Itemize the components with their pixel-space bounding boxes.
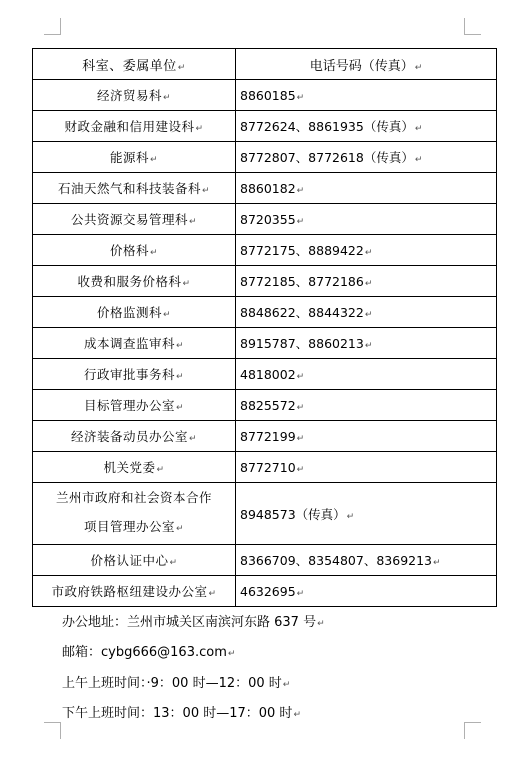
paragraph-mark: ↵ (364, 341, 373, 351)
department-cell: 成本调查监审科↵ (33, 328, 236, 359)
paragraph-mark: ↵ (293, 710, 301, 720)
department-cell: 能源科↵ (33, 142, 236, 173)
department-cell: 经济装备动员办公室↵ (33, 421, 236, 452)
email-line: 邮箱：cybg666@163.com↵ (62, 645, 236, 660)
phone-cell: 8772807、8772618（传真）↵ (236, 142, 497, 173)
department-cell: 公共资源交易管理科↵ (33, 204, 236, 235)
paragraph-mark: ↵ (162, 93, 172, 103)
department-cell: 石油天然气和科技装备科↵ (33, 173, 236, 204)
table-row (33, 545, 497, 576)
paragraph-mark: ↵ (364, 279, 373, 289)
phone-cell: 8366709、8354807、8369213↵ (236, 545, 497, 576)
department-cell: 价格科↵ (33, 235, 236, 266)
phone-cell: 8860185↵ (236, 80, 497, 111)
crop-mark-top-right (464, 18, 481, 35)
paragraph-mark: ↵ (296, 185, 305, 196)
paragraph-mark: ↵ (414, 124, 423, 134)
paragraph-mark: ↵ (296, 216, 305, 227)
department-cell: 价格监测科↵ (33, 297, 236, 328)
paragraph-mark: ↵ (208, 589, 217, 599)
table-row (33, 421, 497, 452)
department-cell: 价格认证中心↵ (33, 545, 236, 576)
paragraph-mark: ↵ (175, 372, 185, 382)
table-row (33, 235, 497, 266)
department-cell: 机关党委↵ (33, 452, 236, 483)
paragraph-mark: ↵ (296, 433, 305, 444)
phone-cell: 4818002↵ (236, 359, 497, 390)
phone-cell: 8948573（传真）↵ (236, 483, 497, 545)
phone-cell: 8772185、8772186↵ (236, 266, 497, 297)
phone-cell: 8825572↵ (236, 390, 497, 421)
office-address: 办公地址：兰州市城关区南滨河东路 637 号↵ (62, 615, 325, 630)
paragraph-mark: ↵ (296, 92, 305, 103)
phone-cell: 8772199↵ (236, 421, 497, 452)
crop-mark-bottom-left (44, 722, 61, 739)
paragraph-mark: ↵ (364, 310, 373, 320)
table-row (33, 452, 497, 483)
paragraph-mark: ↵ (149, 155, 159, 165)
contact-table (32, 48, 497, 607)
phone-cell: 8848622、8844322↵ (236, 297, 497, 328)
paragraph-mark: ↵ (296, 464, 305, 475)
paragraph-mark: ↵ (169, 558, 178, 568)
phone-cell: 8915787、8860213↵ (236, 328, 497, 359)
phone-cell: 8860182↵ (236, 173, 497, 204)
phone-cell: 8772710↵ (236, 452, 497, 483)
table-row (33, 173, 497, 204)
table-row (33, 576, 497, 607)
morning-hours: 上午上班时间：·9：00 时—12：00 时↵ (62, 676, 291, 691)
department-cell: 市政府铁路枢纽建设办公室↵ (33, 576, 236, 607)
paragraph-mark: ↵ (282, 680, 291, 690)
department-cell: 行政审批事务科↵ (33, 359, 236, 390)
paragraph-mark: ↵ (177, 62, 186, 73)
paragraph-mark: ↵ (175, 403, 185, 413)
table-row (33, 483, 497, 545)
table-row (33, 390, 497, 421)
paragraph-mark: ↵ (296, 588, 305, 599)
crop-mark-bottom-right (464, 722, 481, 739)
paragraph-mark: ↵ (162, 310, 172, 320)
paragraph-mark: ↵ (175, 341, 185, 351)
phone-cell: 8720355↵ (236, 204, 497, 235)
table-row (33, 359, 497, 390)
paragraph-mark: ↵ (317, 619, 325, 629)
table-row (33, 204, 497, 235)
paragraph-mark: ↵ (364, 248, 373, 258)
paragraph-mark: ↵ (227, 649, 236, 659)
paragraph-mark: ↵ (201, 186, 211, 196)
paragraph-mark: ↵ (182, 279, 191, 289)
paragraph-mark: ↵ (346, 511, 355, 522)
phone-cell: 8772624、8861935（传真）↵ (236, 111, 497, 142)
table-row (33, 80, 497, 111)
header-phone: 电话号码（传真）↵ (236, 49, 497, 80)
table-row (33, 111, 497, 142)
crop-mark-top-left (44, 18, 61, 35)
paragraph-mark: ↵ (175, 524, 185, 534)
paragraph-mark: ↵ (433, 558, 441, 568)
paragraph-mark: ↵ (414, 62, 423, 73)
table-row (33, 266, 497, 297)
table-row (33, 328, 497, 359)
phone-cell: 8772175、8889422↵ (236, 235, 497, 266)
department-cell: 兰州市政府和社会资本合作 项目管理办公室↵ (33, 483, 236, 545)
afternoon-hours: 下午上班时间：13：00 时—17：00 时↵ (62, 706, 301, 721)
table-row (33, 142, 497, 173)
paragraph-mark: ↵ (149, 248, 159, 258)
paragraph-mark: ↵ (188, 434, 198, 444)
paragraph-mark: ↵ (156, 465, 165, 475)
department-cell: 财政金融和信用建设科↵ (33, 111, 236, 142)
paragraph-mark: ↵ (188, 217, 198, 227)
paragraph-mark: ↵ (414, 155, 423, 165)
paragraph-mark: ↵ (296, 402, 305, 413)
table-header-row (33, 49, 497, 80)
paragraph-mark: ↵ (195, 124, 204, 134)
paragraph-mark: ↵ (296, 371, 305, 382)
header-department: 科室、委属单位↵ (33, 49, 236, 80)
department-cell: 经济贸易科↵ (33, 80, 236, 111)
department-cell: 收费和服务价格科↵ (33, 266, 236, 297)
department-cell: 目标管理办公室↵ (33, 390, 236, 421)
phone-cell: 4632695↵ (236, 576, 497, 607)
table-row (33, 297, 497, 328)
